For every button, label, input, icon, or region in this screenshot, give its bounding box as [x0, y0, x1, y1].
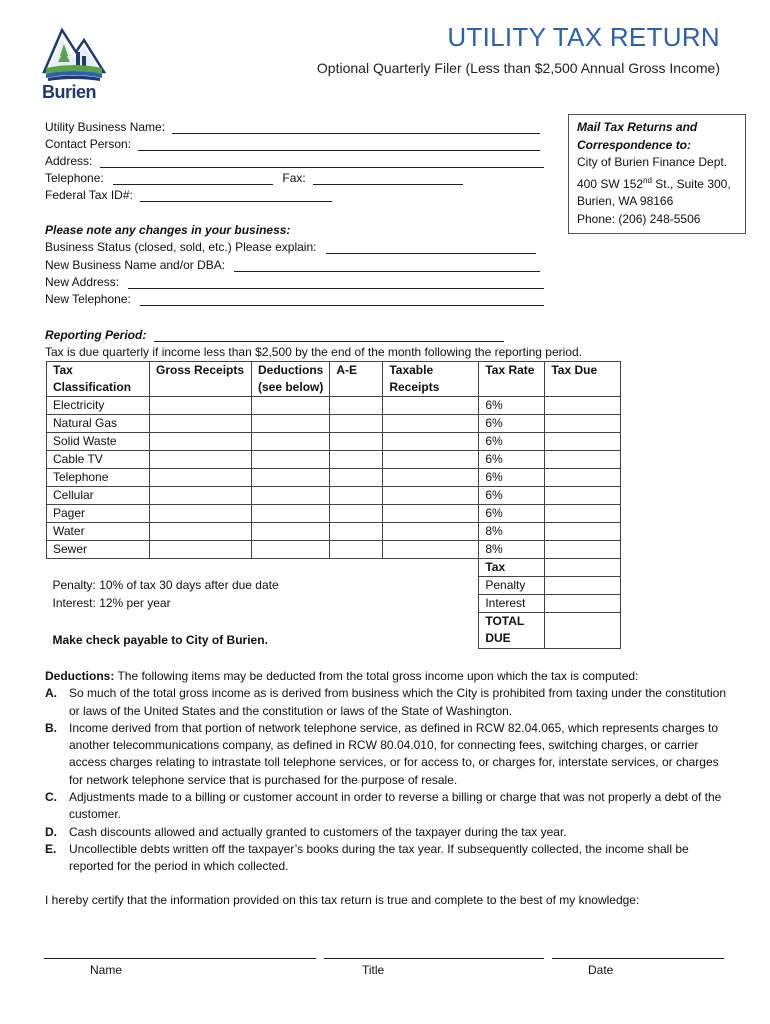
- deductions-cell[interactable]: [252, 487, 330, 505]
- tax-classification-cell: Telephone: [47, 469, 150, 487]
- business-status-label: Business Status (closed, sold, etc.) Please explain:: [45, 240, 317, 254]
- table-row: [47, 397, 621, 415]
- gross-receipts-cell[interactable]: [150, 397, 252, 415]
- taxable-receipts-cell[interactable]: [383, 397, 479, 415]
- reporting-period-field[interactable]: [154, 329, 504, 342]
- gross-receipts-cell[interactable]: [150, 505, 252, 523]
- burien-logo-mark: [40, 22, 110, 84]
- mail-address-box: [568, 114, 746, 234]
- ae-cell[interactable]: [330, 505, 383, 523]
- deduction-label: E.: [45, 841, 57, 856]
- tax-due-cell[interactable]: [545, 415, 621, 433]
- contact-person-field[interactable]: [138, 138, 540, 151]
- tax-rate-cell: 6%: [479, 415, 545, 433]
- gross-receipts-cell[interactable]: [150, 523, 252, 541]
- taxable-receipts-cell[interactable]: [383, 523, 479, 541]
- deduction-label: B.: [45, 720, 57, 735]
- contact-person-label: Contact Person:: [45, 137, 132, 151]
- new-address-field[interactable]: [128, 276, 544, 289]
- deductions-cell[interactable]: [252, 433, 330, 451]
- deduction-text: So much of the total gross income as is derived from business which the City is prohibited from taxing under the constitution or laws of the United States and the constitution or laws of the State of Washington.: [69, 686, 726, 718]
- title-label: Title: [362, 963, 385, 977]
- ae-cell[interactable]: [330, 415, 383, 433]
- tax-due-cell[interactable]: [545, 523, 621, 541]
- taxable-receipts-cell[interactable]: [383, 487, 479, 505]
- tax-classification-cell: Solid Waste: [47, 433, 150, 451]
- ae-cell[interactable]: [330, 451, 383, 469]
- business-status-field[interactable]: [326, 241, 536, 254]
- header-gross-receipts: Gross Receipts: [150, 362, 252, 397]
- address-label: Address:: [45, 154, 93, 168]
- deductions-cell[interactable]: [252, 397, 330, 415]
- new-address-row: [45, 275, 544, 291]
- deductions-intro: Deductions: The following items may be deducted from the total gross income upon which the tax is computed:: [45, 669, 639, 683]
- business-name-row: [45, 120, 540, 136]
- header-taxable-receipts: Taxable Receipts: [383, 362, 479, 397]
- summary-penalty-cell[interactable]: [545, 577, 621, 595]
- summary-penalty-label: Penalty: [479, 577, 545, 595]
- tax-due-cell[interactable]: [545, 505, 621, 523]
- ae-cell[interactable]: [330, 469, 383, 487]
- tax-rate-cell: 6%: [479, 397, 545, 415]
- telephone-field[interactable]: [113, 172, 273, 185]
- tax-classification-cell: Electricity: [47, 397, 150, 415]
- header-tax-rate: Tax Rate: [479, 362, 545, 397]
- contact-person-row: [45, 137, 540, 153]
- header-tax-due: Tax Due: [545, 362, 621, 397]
- penalty-note: Penalty: 10% of tax 30 days after due date: [52, 577, 279, 592]
- form-subtitle: Optional Quarterly Filer (Less than $2,500 Annual Gross Income): [316, 60, 720, 76]
- tax-due-cell[interactable]: [545, 487, 621, 505]
- mail-line-1: City of Burien Finance Dept.: [577, 155, 728, 169]
- table-row: [47, 505, 621, 523]
- tax-table: [46, 361, 621, 649]
- due-note: Tax is due quarterly if income less than $2,500 by the end of the month following the reporting period.: [45, 345, 582, 359]
- summary-row-tax: [47, 559, 621, 577]
- table-header-row: [47, 362, 621, 397]
- fax-label: Fax:: [282, 171, 306, 185]
- new-name-label: New Business Name and/or DBA:: [45, 258, 226, 272]
- deduction-item: [45, 685, 730, 720]
- business-status-row: [45, 240, 536, 256]
- summary-tax-cell[interactable]: [545, 559, 621, 577]
- tax-rate-cell: 6%: [479, 487, 545, 505]
- address-row: [45, 154, 544, 170]
- table-row: [47, 451, 621, 469]
- deduction-item: [45, 824, 730, 841]
- ae-cell[interactable]: [330, 433, 383, 451]
- date-signature-line[interactable]: [552, 958, 724, 960]
- reporting-period-label: Reporting Period:: [45, 328, 147, 342]
- deduction-item: [45, 720, 730, 789]
- tax-rate-cell: 6%: [479, 433, 545, 451]
- tax-due-cell[interactable]: [545, 451, 621, 469]
- new-telephone-field[interactable]: [140, 293, 544, 306]
- taxable-receipts-cell[interactable]: [383, 469, 479, 487]
- taxable-receipts-cell[interactable]: [383, 451, 479, 469]
- federal-tax-id-label: Federal Tax ID#:: [45, 188, 133, 202]
- federal-tax-id-row: [45, 188, 332, 204]
- table-row: [47, 415, 621, 433]
- taxable-receipts-cell[interactable]: [383, 505, 479, 523]
- tax-rate-cell: 8%: [479, 541, 545, 559]
- fax-field[interactable]: [313, 172, 463, 185]
- certify-statement: I hereby certify that the information provided on this tax return is true and complete to the best of my knowledge:: [45, 893, 640, 907]
- tax-rate-cell: 8%: [479, 523, 545, 541]
- deductions-cell[interactable]: [252, 415, 330, 433]
- gross-receipts-cell[interactable]: [150, 433, 252, 451]
- changes-heading: Please note any changes in your business:: [45, 223, 291, 237]
- deduction-label: C.: [45, 790, 57, 805]
- gross-receipts-cell[interactable]: [150, 415, 252, 433]
- address-field[interactable]: [100, 155, 544, 168]
- deduction-text: Cash discounts allowed and actually granted to customers of the taxpayer during the tax year.: [69, 824, 567, 839]
- deduction-label: D.: [45, 824, 57, 839]
- gross-receipts-cell[interactable]: [150, 451, 252, 469]
- tax-classification-cell: Natural Gas: [47, 415, 150, 433]
- tax-classification-cell: Water: [47, 523, 150, 541]
- interest-note: Interest: 12% per year: [52, 595, 171, 610]
- header-tax-classification: Tax Classification: [47, 362, 150, 397]
- table-row: [47, 541, 621, 559]
- gross-receipts-cell[interactable]: [150, 541, 252, 559]
- deductions-section: [45, 668, 730, 876]
- tax-due-cell[interactable]: [545, 433, 621, 451]
- reporting-period-row: [45, 328, 504, 344]
- date-label: Date: [588, 963, 614, 977]
- table-row: [47, 433, 621, 451]
- deductions-cell[interactable]: [252, 523, 330, 541]
- deduction-text: Income derived from that portion of network telephone service, as defined in RCW 82.04.065, which represents charges to another telecommunications company, as defined in RCW 80.04.010, for connecting fees, switching charges, or carrier access charges relating to intrastate toll telephone services, or for access to, or charges for, interstate services, or charges for network telephone service that is purchased for the purpose of resale.: [69, 720, 719, 787]
- summary-interest-label: Interest: [479, 595, 545, 613]
- header-ae: A-E: [330, 362, 383, 397]
- summary-interest-cell[interactable]: [545, 595, 621, 613]
- summary-tax-label: Tax: [479, 559, 545, 577]
- name-label: Name: [90, 963, 123, 977]
- check-note: Make check payable to City of Burien.: [52, 632, 268, 647]
- table-row: [47, 469, 621, 487]
- name-signature-line[interactable]: [44, 958, 316, 960]
- deduction-text: Uncollectible debts written off the taxpayer’s books during the tax year. If subsequently collected, the income shall be reported for the period in which collected.: [69, 841, 689, 874]
- mail-line-3: Burien, WA 98166: [577, 194, 674, 208]
- new-name-field[interactable]: [234, 259, 540, 272]
- deduction-item: [45, 789, 730, 824]
- tax-classification-cell: Cable TV: [47, 451, 150, 469]
- ae-cell[interactable]: [330, 487, 383, 505]
- mail-heading-1: Mail Tax Returns and: [577, 120, 698, 134]
- tax-rate-cell: 6%: [479, 451, 545, 469]
- taxable-receipts-cell[interactable]: [383, 541, 479, 559]
- summary-row-total: [47, 613, 621, 649]
- header-deductions: Deductions (see below): [252, 362, 330, 397]
- ae-cell[interactable]: [330, 397, 383, 415]
- summary-row-penalty: [47, 577, 621, 595]
- gross-receipts-cell[interactable]: [150, 487, 252, 505]
- tax-due-cell[interactable]: [545, 397, 621, 415]
- mail-phone: Phone: (206) 248-5506: [577, 211, 701, 226]
- mail-line-2: 400 SW 152nd St., Suite 300,: [577, 175, 731, 191]
- tax-classification-cell: Sewer: [47, 541, 150, 559]
- ae-cell[interactable]: [330, 541, 383, 559]
- mail-heading-2: Correspondence to:: [577, 137, 692, 152]
- form-title: UTILITY TAX RETURN: [447, 22, 720, 52]
- telephone-label: Telephone:: [45, 171, 104, 185]
- business-name-field[interactable]: [172, 121, 540, 134]
- burien-logo: [40, 22, 110, 104]
- deduction-text: Adjustments made to a billing or customer account in order to reverse a billing or charge that was not properly a debt of the customer.: [69, 790, 722, 822]
- tax-classification-cell: Cellular: [47, 487, 150, 505]
- table-row: [47, 487, 621, 505]
- tax-rate-cell: 6%: [479, 469, 545, 487]
- summary-total-cell[interactable]: [545, 613, 621, 649]
- deduction-label: A.: [45, 686, 57, 701]
- deductions-cell[interactable]: [252, 451, 330, 469]
- deduction-item: [45, 841, 730, 876]
- table-row: [47, 523, 621, 541]
- new-address-label: New Address:: [45, 275, 120, 289]
- gross-receipts-cell[interactable]: [150, 469, 252, 487]
- new-telephone-label: New Telephone:: [45, 292, 131, 306]
- summary-row-interest: [47, 595, 621, 613]
- tax-classification-cell: Pager: [47, 505, 150, 523]
- deductions-cell[interactable]: [252, 541, 330, 559]
- deductions-cell[interactable]: [252, 505, 330, 523]
- new-name-row: [45, 258, 540, 274]
- new-telephone-row: [45, 292, 544, 308]
- logo-text: Burien: [42, 82, 97, 102]
- title-signature-line[interactable]: [324, 958, 544, 960]
- deductions-cell[interactable]: [252, 469, 330, 487]
- tax-due-cell[interactable]: [545, 469, 621, 487]
- tax-due-cell[interactable]: [545, 541, 621, 559]
- business-name-label: Utility Business Name:: [45, 120, 166, 134]
- tax-rate-cell: 6%: [479, 505, 545, 523]
- summary-total-label: TOTAL DUE: [479, 613, 545, 649]
- taxable-receipts-cell[interactable]: [383, 415, 479, 433]
- telephone-row: [45, 171, 463, 187]
- taxable-receipts-cell[interactable]: [383, 433, 479, 451]
- federal-tax-id-field[interactable]: [140, 189, 332, 202]
- ae-cell[interactable]: [330, 523, 383, 541]
